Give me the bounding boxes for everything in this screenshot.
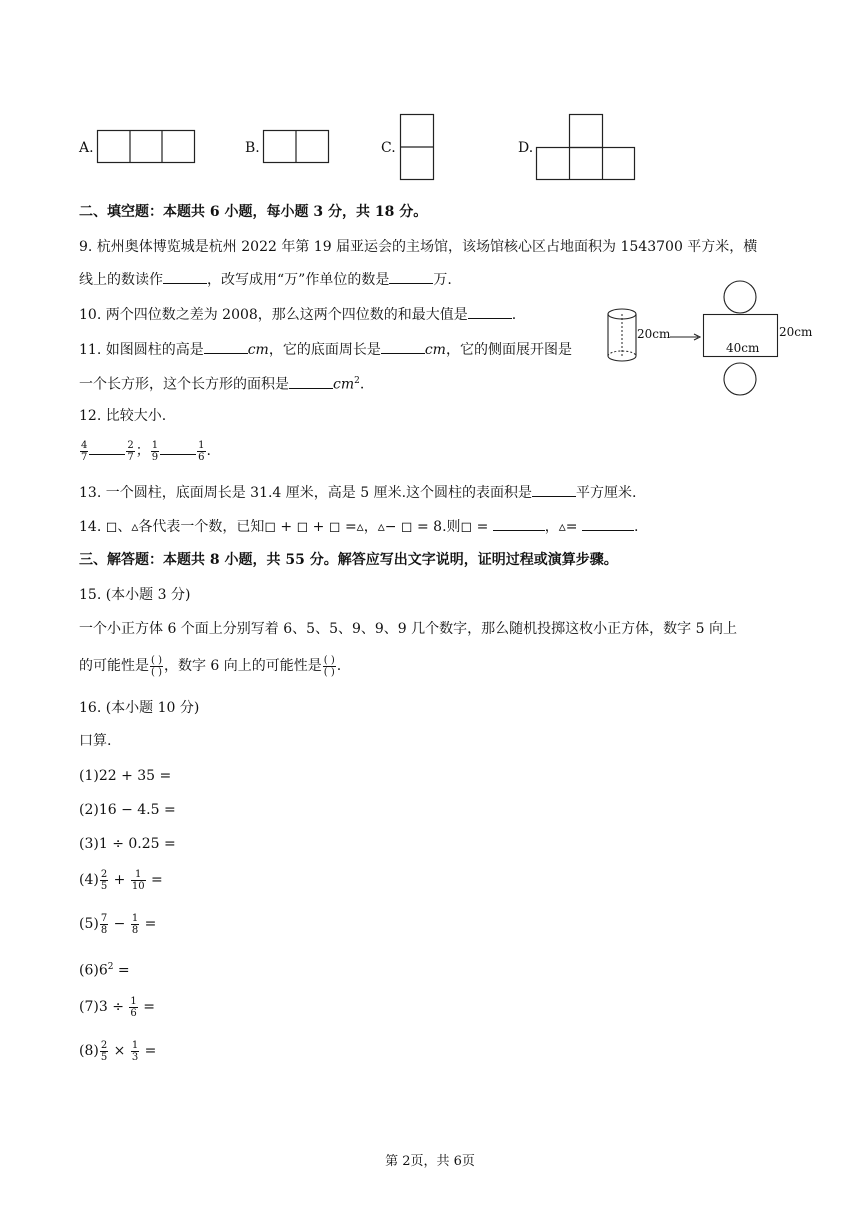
fraction: $\frac{1}{9}$: [151, 439, 159, 463]
answer-blank: [493, 516, 545, 531]
answer-blank: [289, 374, 333, 389]
fraction: $\frac{( )}{( )}$: [151, 654, 162, 678]
q12-title: 12. 比较大小.: [79, 408, 167, 424]
fraction: $\frac{1}{10}$: [131, 868, 145, 892]
q16-item-2: (2)16 − 4.5 =: [79, 802, 176, 818]
answer-blank: [204, 339, 248, 354]
option-d-label: D.: [518, 140, 534, 156]
fraction: $\frac{2}{7}$: [127, 439, 134, 463]
q15-line1: 一个小正方体 6 个面上分别写着 6、5、5、9、9、9 几个数字，那么随机投掷这枚小正方体，数字 5 向上: [79, 621, 737, 637]
q16-item-1: (1)22 + 35 =: [79, 768, 172, 784]
fraction: $\frac{1}{6}$: [130, 995, 137, 1019]
q16-sub: 口算.: [79, 733, 112, 749]
answer-blank: [160, 442, 196, 455]
section-2-heading: 二、填空题：本题共 6 小题，每小题 3 分，共 18 分。: [79, 204, 428, 220]
net-figure: [703, 280, 783, 400]
q9-line2: 线上的数读作 ，改写成用“万”作单位的数是 万.: [79, 269, 452, 290]
q12-compare: $\frac{4}{7}$ $\frac{2}{7}$ ； $\frac{1}{9}$ $\frac{1}{6}$ .: [81, 439, 211, 463]
fraction: $\frac{7}{8}$: [100, 912, 108, 936]
section-3-heading: 三、解答题：本题共 8 小题，共 55 分。解答应写出文字说明，证明过程或演算步骤。: [79, 552, 618, 568]
fraction: $\frac{1}{3}$: [131, 1039, 139, 1063]
net-height-label: 20cm: [779, 325, 813, 339]
arrow-icon: [670, 333, 702, 343]
option-a-figure: [97, 130, 197, 166]
option-b-figure: [263, 130, 333, 166]
q16-item-6: $(6)6^2$ =: [79, 962, 130, 979]
answer-blank: [468, 304, 512, 319]
q15-line2: 的可能性是 $\frac{( )}{( )}$ ，数字 6 向上的可能性是 $\frac{( )}{( )}$ .: [79, 654, 342, 678]
q16-item-4: (4) $\frac{2}{5}$ + $\frac{1}{10}$ =: [79, 868, 163, 892]
answer-blank: [582, 516, 634, 531]
q13: 13. 一个圆柱，底面周长是 31.4 厘米，高是 5 厘米.这个圆柱的表面积是 平方厘米.: [79, 482, 637, 503]
fraction: $\frac{2}{5}$: [100, 868, 108, 892]
answer-blank: [89, 442, 125, 455]
option-b-label: B.: [245, 140, 260, 156]
q11-line2: 一个长方形，这个长方形的面积是 $cm^2$.: [79, 371, 364, 395]
option-d-figure: [536, 114, 640, 184]
q9-line1: 9. 杭州奥体博览城是杭州 2022 年第 19 届亚运会的主场馆，该场馆核心区占地面积为 1543700 平方米，横: [79, 239, 758, 255]
q16-title: 16. (本小题 10 分): [79, 700, 200, 716]
answer-blank: [163, 269, 207, 284]
option-a-label: A.: [79, 140, 94, 156]
fraction: $\frac{1}{6}$: [198, 439, 205, 463]
q16-item-8: (8) $\frac{2}{5}$ × $\frac{1}{3}$ =: [79, 1039, 157, 1063]
q16-item-3: (3)1 ÷ 0.25 =: [79, 836, 176, 852]
fraction: $\frac{1}{8}$: [131, 912, 139, 936]
option-c-label: C.: [381, 140, 396, 156]
fraction: $\frac{2}{5}$: [100, 1039, 108, 1063]
q15-title: 15. (本小题 3 分): [79, 587, 191, 603]
option-c-figure: [400, 114, 440, 184]
q16-item-7: (7)3 ÷ $\frac{1}{6}$ =: [79, 995, 155, 1019]
net-width-label: 40cm: [726, 341, 760, 355]
q10: 10. 两个四位数之差为 2008，那么这两个四位数的和最大值是 .: [79, 304, 516, 325]
fraction: $\frac{( )}{( )}$: [323, 654, 335, 678]
answer-blank: [532, 482, 576, 497]
answer-blank: [389, 269, 433, 284]
page-footer: 第 2页，共 6页: [385, 1154, 475, 1169]
q11-line1: 11. 如图圆柱的高是 cm，它的底面周长是 cm，它的侧面展开图是: [79, 339, 572, 360]
q14: 14. ◻、▵各代表一个数，已知◻ + ◻ + ◻ =▵，▵− ◻ = 8.则◻ = ，▵= .: [79, 516, 638, 537]
q16-item-5: (5) $\frac{7}{8}$ − $\frac{1}{8}$ =: [79, 912, 157, 936]
answer-blank: [381, 339, 425, 354]
cylinder-height-label: 20cm: [637, 327, 671, 341]
fraction: $\frac{4}{7}$: [81, 439, 88, 463]
